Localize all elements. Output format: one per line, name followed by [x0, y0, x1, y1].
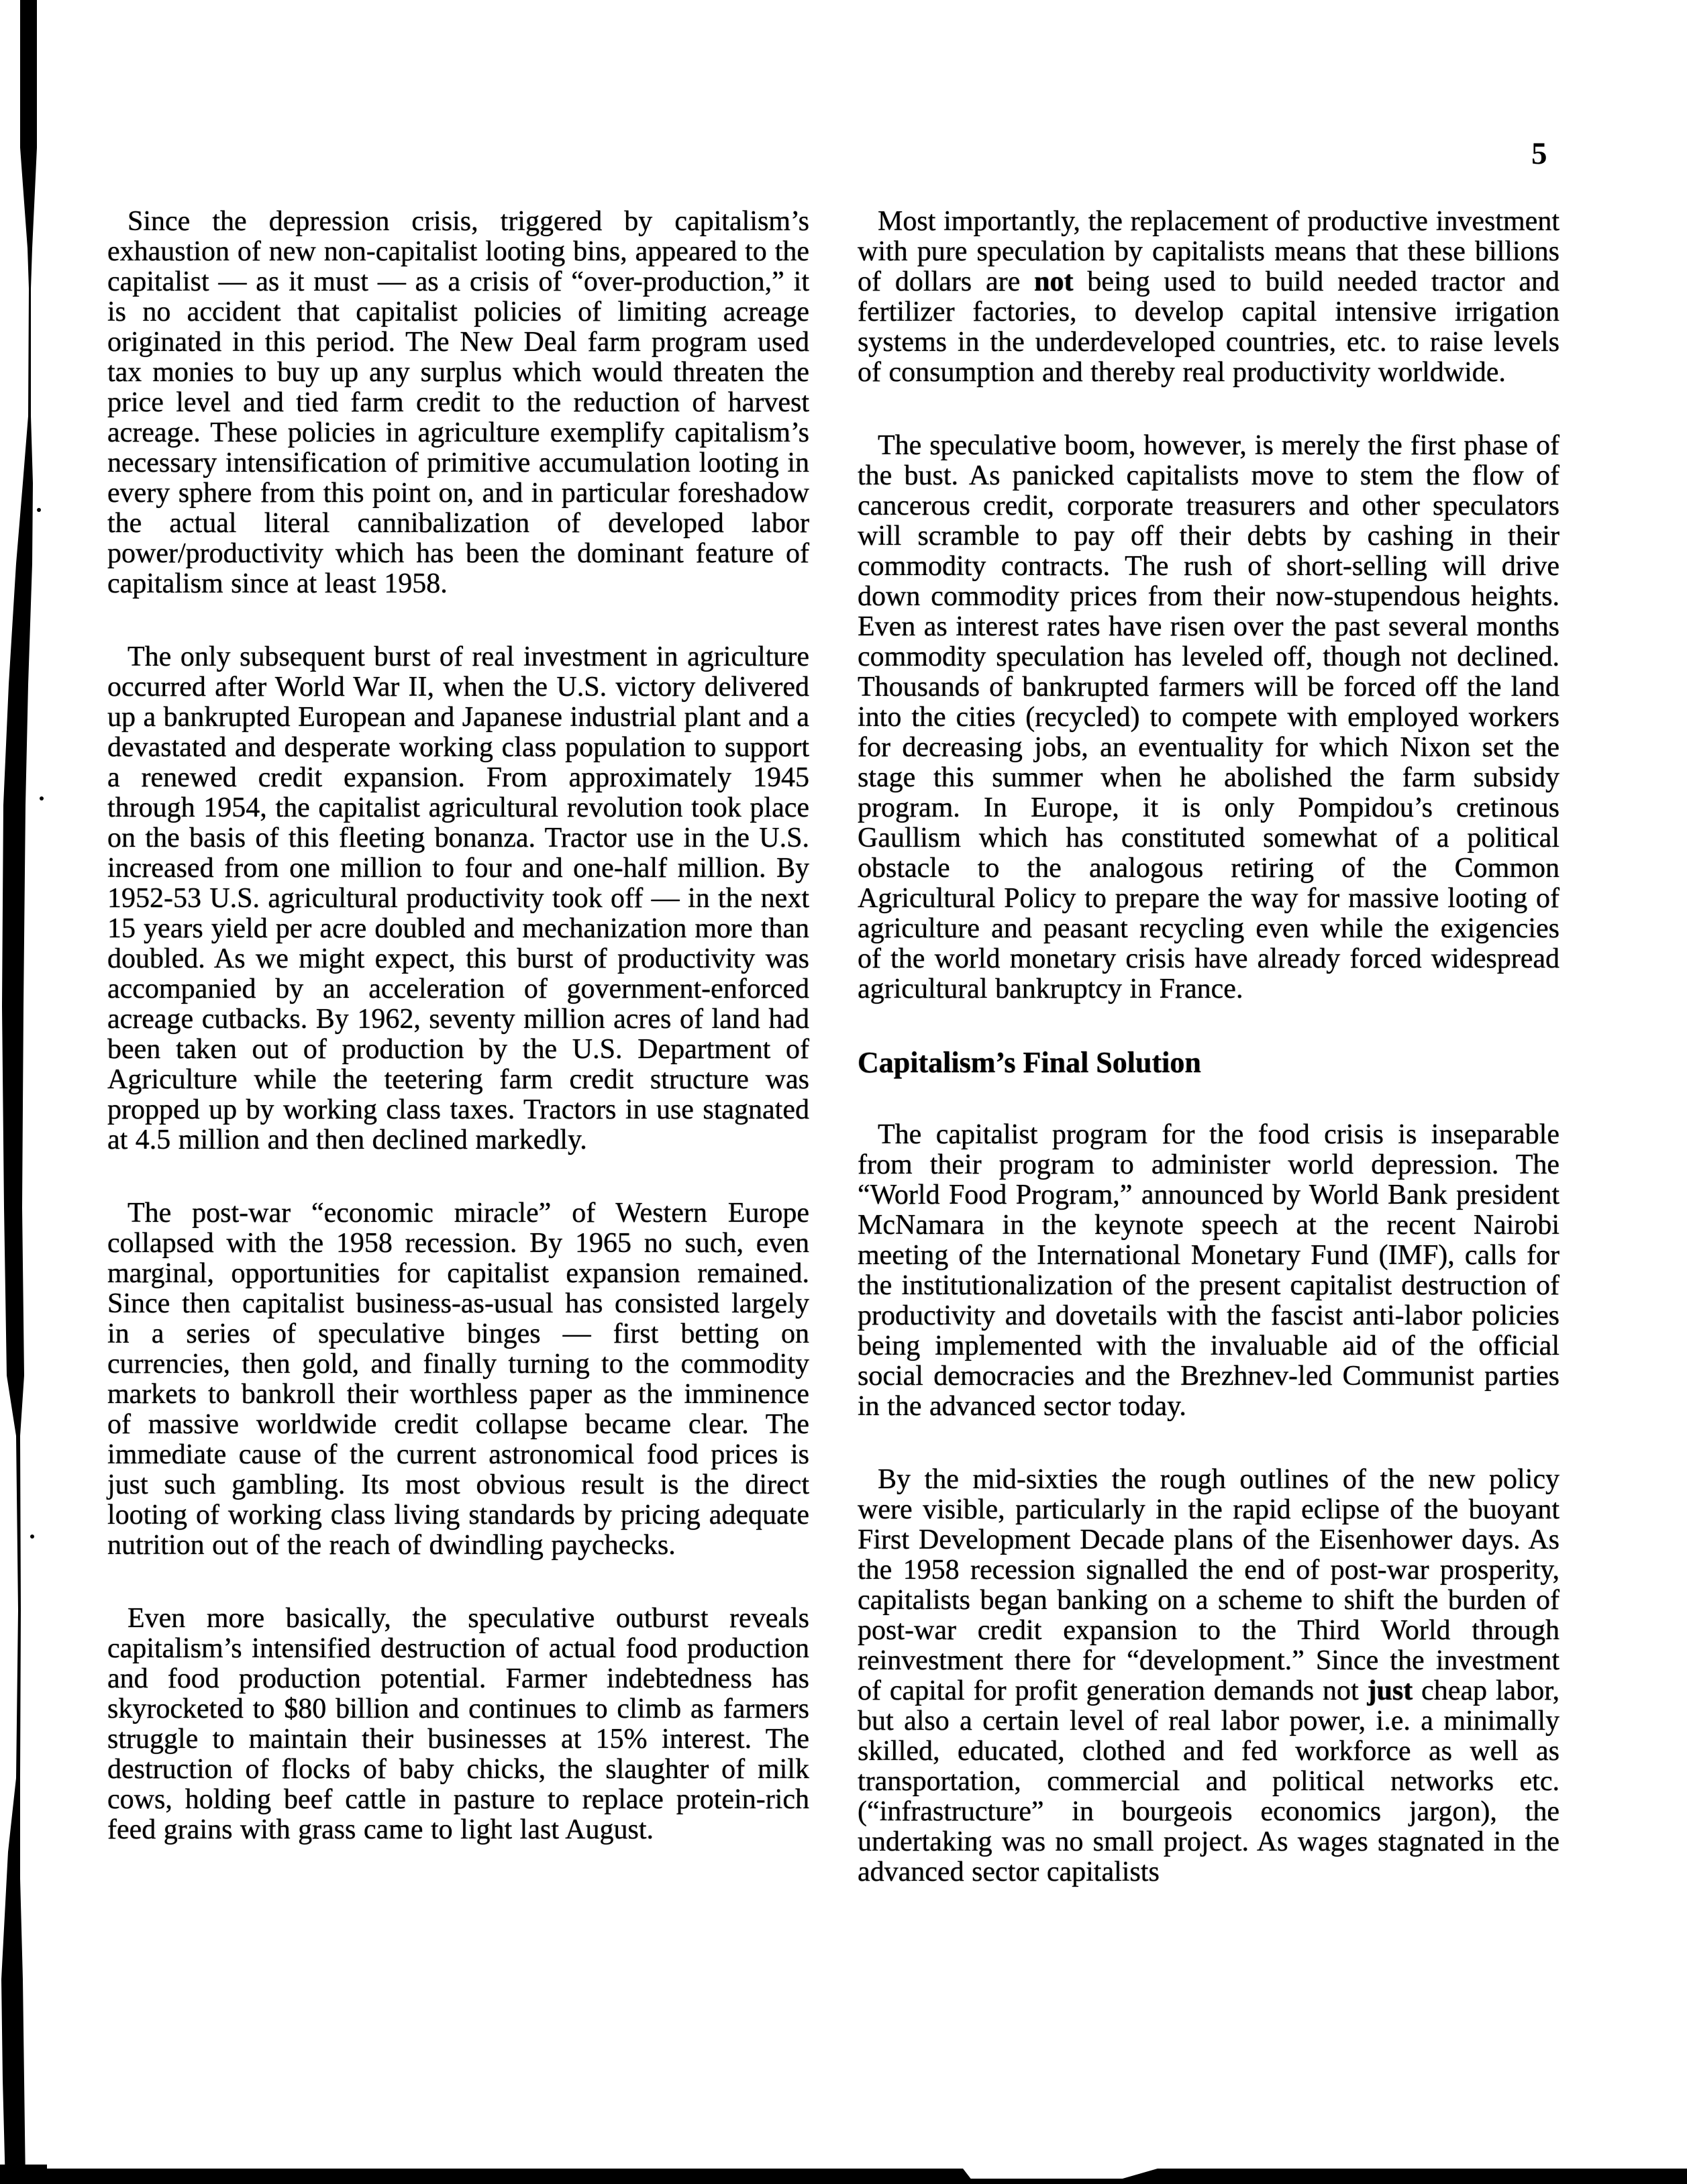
scan-artifact-bottom-edge	[0, 2169, 1687, 2184]
paragraph	[858, 207, 1560, 388]
scan-artifact-notch	[963, 2169, 1158, 2179]
text-columns	[107, 207, 1560, 1930]
scan-artifact-left-edge	[0, 0, 47, 2184]
bold-word: not	[1034, 266, 1074, 297]
scan-artifact-bottom-left	[0, 2165, 47, 2169]
paragraph-text: By the mid-sixties the rough outlines of the new policy were visible, particularly in the rapid eclipse of the buoyant First Development Decade plans of the Eisenhower days. As the 1958 recession signalled the end of post-war prosperity, capitalists began banking on a scheme to shift the burden of post-war credit expansion to the Third World through reinvestment there for “development.” Since the investment of capital for profit generation demands not	[858, 1464, 1560, 1706]
left-column	[107, 207, 809, 1930]
right-column	[858, 207, 1560, 1930]
page-number: 5	[1531, 136, 1547, 171]
section-heading: Capitalism’s Final Solution	[858, 1046, 1201, 1079]
paragraph: The only subsequent burst of real investment in agriculture occurred after World War II, when the U.S. victory delivered up a bankrupted European and Japanese industrial plant and a devastated and desperate working class population to support a renewed credit expansion. From approximately 1945 through 1954, the capitalist agricultural revolution took place on the basis of this fleeting bonanza. Tractor use in the U.S. increased from one million to four and one-half million. By 1952-53 U.S. agricultural productivity took off — in the next 15 years yield per acre doubled and mechanization more than doubled. As we might expect, this burst of productivity was accompanied by an acceleration of government-enforced acreage cutbacks. By 1962, seventy million acres of land had been taken out of production by the U.S. Department of Agriculture while the teetering farm credit structure was propped up by working class taxes. Tractors in use stagnated at 4.5 million and then declined markedly.	[107, 641, 809, 1155]
paragraph: The post-war “economic miracle” of Western Europe collapsed with the 1958 recession. By 1965 no such, even marginal, opportunities for capitalist expansion remained. Since then capitalist business-as-usual has consisted largely in a series of speculative binges — first betting on currencies, then gold, and finally turning to the commodity markets to bankroll their worthless paper as the imminence of massive worldwide credit collapse became clear. The immediate cause of the current astronomical food prices is just such gambling. Its most obvious result is the direct looting of working class living standards by pricing adequate nutrition out of the reach of dwindling paychecks.	[107, 1198, 809, 1561]
paragraph: Even more basically, the speculative outburst reveals capitalism’s intensified destruction of actual food production and food production potential. Farmer indebtedness has skyrocketed to $80 billion and continues to climb as farmers struggle to maintain their businesses at 15% interest. The destruction of flocks of baby chicks, the slaughter of milk cows, holding beef cattle in pasture to replace protein-rich feed grains with grass came to light last August.	[107, 1603, 809, 1845]
paragraph-text: Most importantly, the replacement of productive investment with pure speculation by capitalists means that these billions of dollars are	[858, 206, 1560, 297]
paragraph-text: being used to build needed tractor and fertilizer factories, to develop capital intensive irrigation systems in the underdeveloped countries, etc. to raise levels of consumption and thereby real productivity worldwide.	[858, 266, 1560, 388]
paragraph: The capitalist program for the food crisis is inseparable from their program to administer world depression. The “World Food Program,” announced by World Bank president McNamara in the keynote speech at the recent Nairobi meeting of the International Monetary Fund (IMF), calls for the institutionalization of the present capitalist destruction of productivity and dovetails with the fascist anti-labor policies being implemented with the invaluable aid of the official social democracies and the Brezhnev-led Communist parties in the advanced sector today.	[858, 1119, 1560, 1422]
paragraph: The speculative boom, however, is merely the first phase of the bust. As panicked capitalists move to stem the flow of cancerous credit, corporate treasurers and other speculators will scramble to pay off their debts by cashing in their commodity contracts. The rush of short-selling will drive down commodity prices from their now-stupendous heights. Even as interest rates have risen over the past several months commodity speculation has leveled off, though not declined. Thousands of bankrupted farmers will be forced off the land into the cities (recycled) to compete with employed workers for decreasing jobs, an eventuality for which Nixon set the stage this summer when he abolished the farm subsidy program. In Europe, it is only Pompidou’s cretinous Gaullism which has constituted somewhat of a political obstacle to the analogous retiring of the Common Agricultural Policy to prepare the way for massive looting of agriculture and peasant recycling even while the exigencies of the world monetary crisis have already forced widespread agricultural bankruptcy in France.	[858, 430, 1560, 1004]
paragraph: Since the depression crisis, triggered by capitalism’s exhaustion of new non-capitalist looting bins, appeared to the capitalist — as it must — as a crisis of “over-production,” it is no accident that capitalist policies of limiting acreage originated in this period. The New Deal farm program used tax monies to buy up any surplus which would threaten the price level and tied farm credit to the reduction of harvest acreage. These policies in agriculture exemplify capitalism’s necessary intensification of primitive accumulation looting in every sphere from this point on, and in particular foreshadow the actual literal cannibalization of developed labor power/productivity which has been the dominant feature of capitalism since at least 1958.	[107, 206, 809, 599]
paragraph	[858, 1465, 1560, 1887]
paragraph-text: cheap labor, but also a certain level of real labor power, i.e. a minimally skilled, educated, clothed and fed workforce as well as transportation, commercial and political networks etc. (“infrastructure” in bourgeois economics jargon), the undertaking was no small project. As wages stagnated in the advanced sector capitalists	[858, 1675, 1560, 1887]
bold-word: just	[1367, 1675, 1413, 1706]
